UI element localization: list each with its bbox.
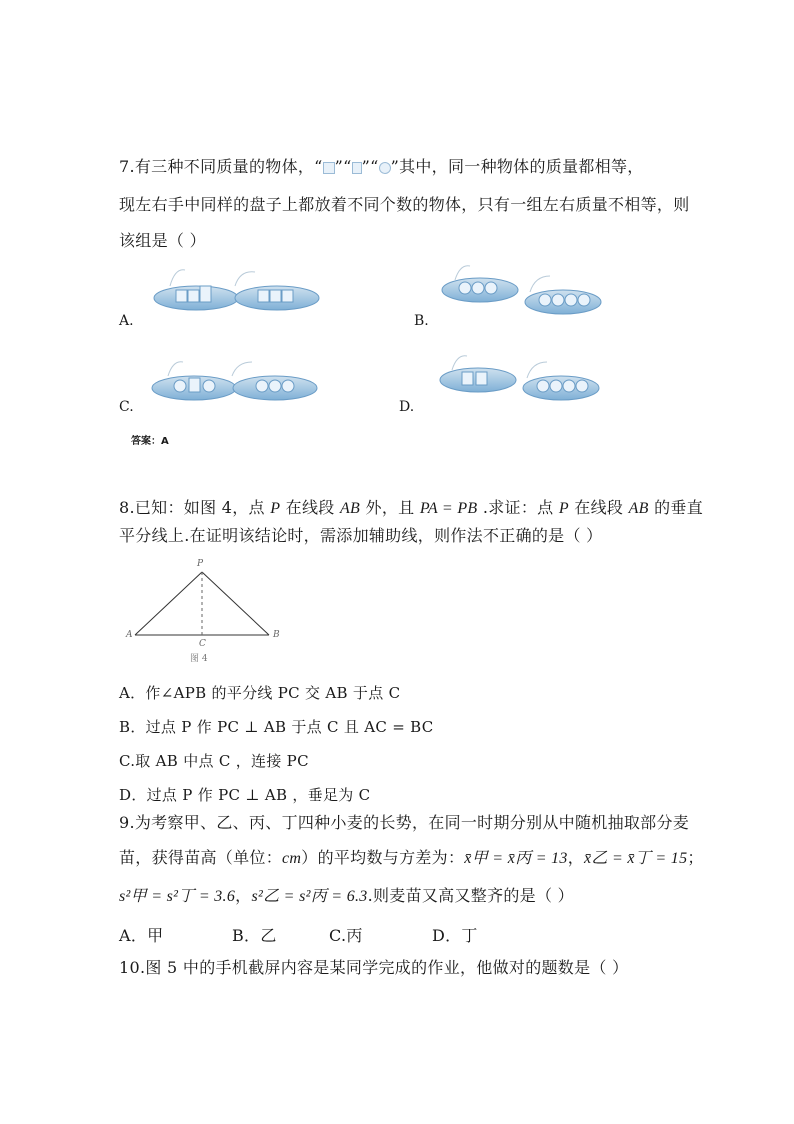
figure-caption: 图 4	[190, 654, 208, 664]
q8-l1-b: P	[270, 500, 281, 517]
q9-sep: ，	[567, 848, 585, 867]
q9-l2-a: 苗，获得苗高（单位：	[119, 848, 283, 867]
q9-option-c: C.丙	[329, 926, 363, 945]
q9-l2-c: ）的平均数与方差为：	[301, 848, 465, 867]
q8-option-d: D．过点 P 作 PC ⊥ AB ，垂足为 C	[119, 786, 371, 804]
q9-line-2	[119, 848, 704, 869]
q8-l1-a: 8.已知：如图 4，点	[119, 498, 271, 517]
segment-pa	[135, 572, 202, 635]
q7-line1-end: ”其中，同一种物体的质量都相等，	[390, 157, 644, 176]
q7-line-3: 该组是（ ）	[119, 231, 206, 250]
q7-line1-mid2: ”“	[361, 157, 379, 176]
q8-line-2: 平分线上.在证明该结论时，需添加辅助线，则作法不正确的是（ ）	[119, 526, 603, 545]
q7-line1-text: 7.有三种不同质量的物体，“	[119, 157, 323, 176]
q7-option-b: B.	[414, 313, 429, 329]
q9-option-d: D．丁	[432, 926, 478, 945]
q7-answer: 答案：A	[131, 436, 169, 447]
q8-option-a: A．作∠APB 的平分线 PC 交 AB 于点 C	[119, 684, 401, 702]
q9-line-1: 9.为考察甲、乙、丙、丁四种小麦的长势，在同一时期分别从中随机抽取部分麦	[119, 813, 690, 832]
figure-label-b: B	[273, 630, 280, 640]
figure-label-a: A	[126, 630, 133, 640]
q9-l2-unit: cm	[282, 850, 302, 867]
q9-option-b: B．乙	[232, 926, 277, 945]
q8-l1-d: AB	[339, 500, 361, 517]
q9-mean-1: x̄甲 = x̄丙 = 13	[464, 850, 568, 867]
q8-l1-j: AB	[628, 500, 649, 517]
q8-l1-c: 在线段	[280, 498, 340, 517]
q8-option-c: C.取 AB 中点 C ，连接 PC	[119, 752, 309, 770]
q9-end: ；	[687, 848, 704, 867]
q10-line-1: 10.图 5 中的手机截屏内容是某同学完成的作业，他做对的题数是（ ）	[119, 958, 629, 977]
q8-l1-g: .求证：点	[477, 498, 559, 517]
q8-option-b: B．过点 P 作 PC ⊥ AB 于点 C 且 AC = BC	[119, 718, 434, 736]
q7-line1-mid1: ”“	[334, 157, 352, 176]
q7-option-d: D.	[399, 399, 415, 415]
figure-label-c: C	[199, 639, 206, 649]
q8-l1-k: 的垂直	[648, 498, 704, 517]
q8-l1-h: P	[558, 500, 569, 517]
q8-l1-i: 在线段	[568, 498, 629, 517]
q7-option-c: C.	[119, 399, 134, 415]
q7-line-2: 现左右手中同样的盘子上都放着不同个数的物体，只有一组左右质量不相等，则	[119, 195, 690, 214]
q9-sep-2: ，	[235, 886, 252, 905]
q9-line-3	[119, 886, 574, 907]
figure-label-p: P	[197, 559, 204, 569]
segment-pb	[202, 572, 269, 635]
q8-l1-e: 外，且	[360, 498, 420, 517]
q8-l1-f: PA = PB	[419, 500, 478, 517]
q9-l3-end: .则麦苗又高又整齐的是（ ）	[367, 886, 574, 905]
q7-option-a: A.	[119, 313, 134, 329]
q9-option-a: A．甲	[119, 926, 164, 945]
q9-mean-2: x̄乙 = x̄丁 = 15	[584, 850, 688, 867]
q9-var-2: s²乙 = s²丙 = 6.3	[251, 888, 368, 905]
q9-var-1: s²甲 = s²丁 = 3.6	[119, 888, 236, 905]
